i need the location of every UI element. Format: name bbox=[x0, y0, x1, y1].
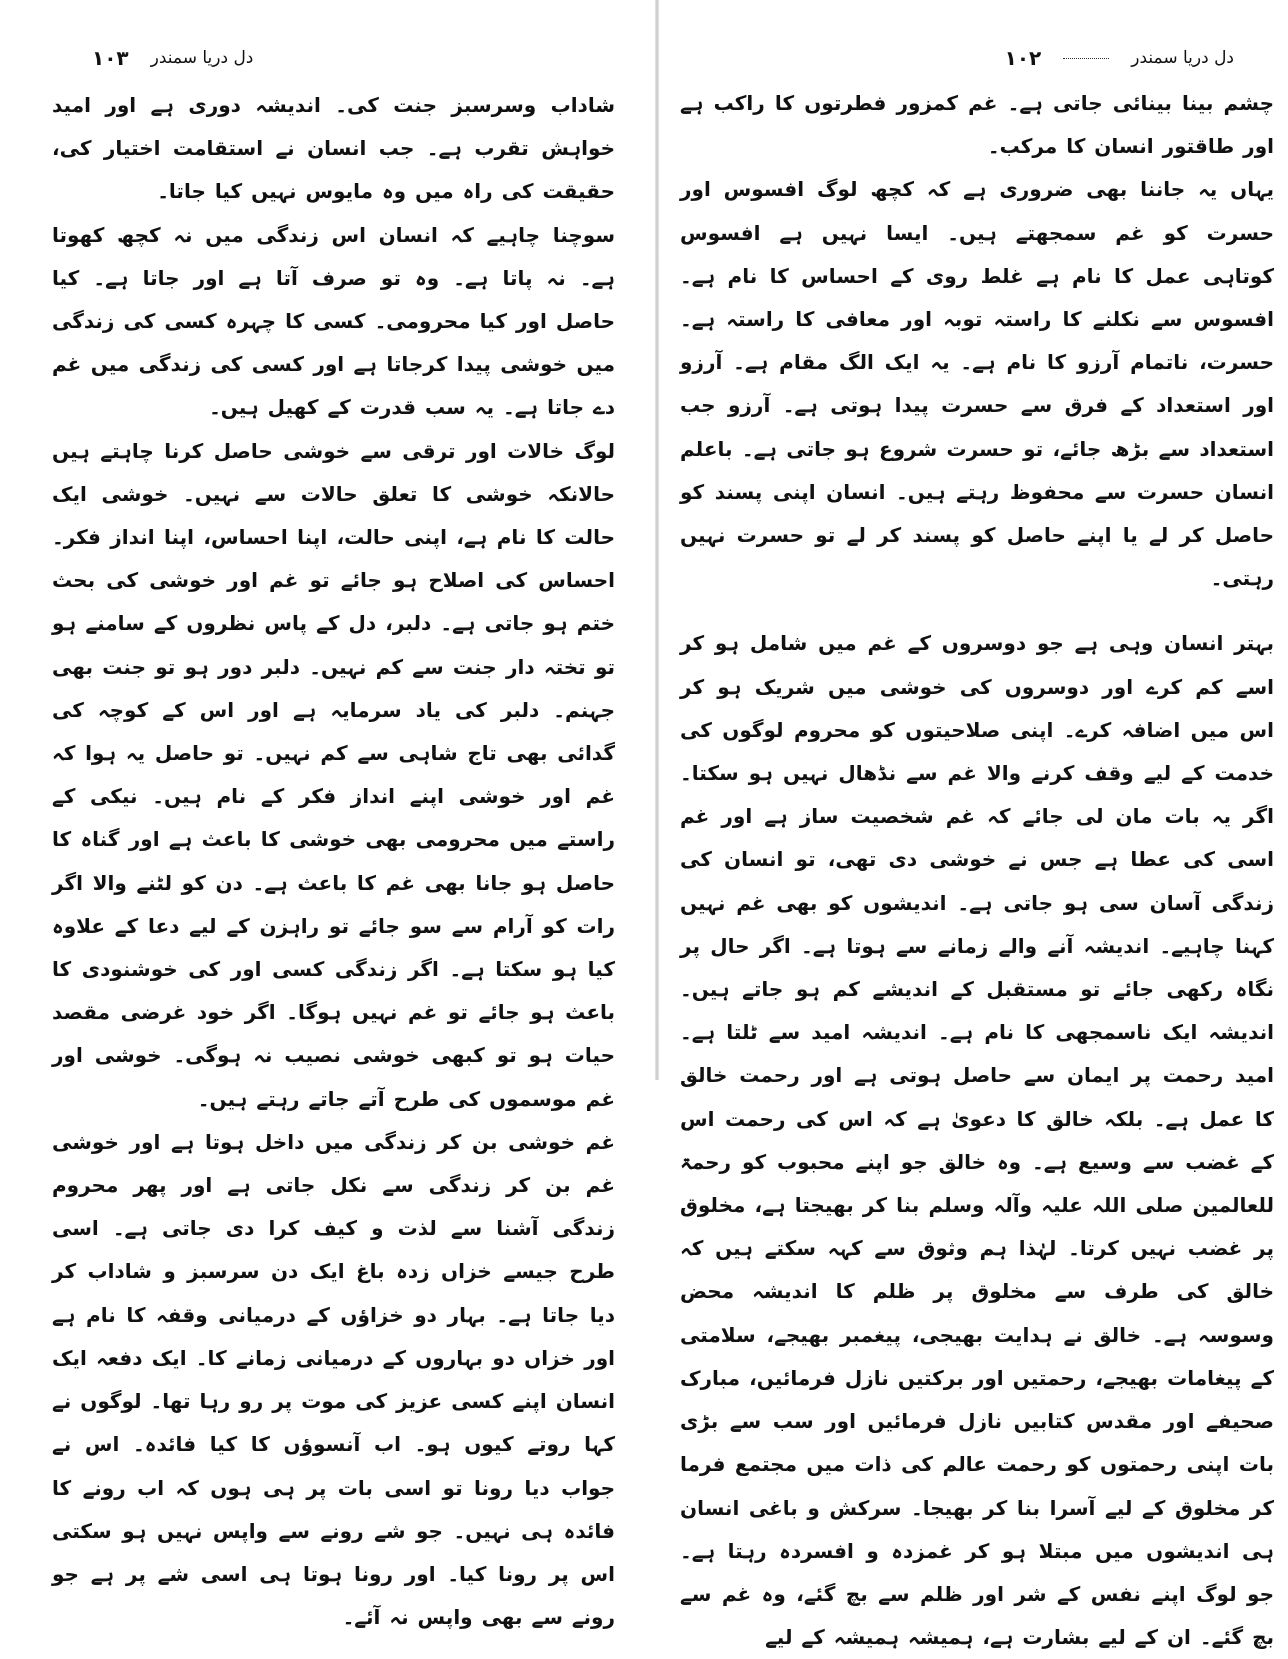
right-paragraph-1: چشم بینا بینائی جاتی ہے۔ غم کمزور فطرتوں کا راکب ہے اور طاقتور انسان کا مرکب۔ bbox=[680, 91, 1274, 159]
paragraph-gap bbox=[680, 600, 1274, 622]
left-running-head bbox=[52, 38, 615, 78]
left-paragraph-4: غم خوشی بن کر زندگی میں داخل ہوتا ہے اور خوشی غم بن کر زندگی سے نکل جاتی ہے اور پھر محروم زندگی آشنا سے لذت و کیف کرا دی جاتی ہے۔ اسی طرح جیسے خزاں زدہ باغ ایک دن سرسبز و شاداب کر دیا جاتا ہے۔ بہار دو خزاؤں کے درمیانی وقفہ کا نام ہے اور خزاں دو بہاروں کے درمیانی زمانے کا۔ ایک دفعہ ایک انسان اپنے کسی عزیز کی موت پر رو رہا تھا۔ لوگوں نے کہا روتے کیوں ہو۔ اب آنسوؤں کا کیا فائدہ۔ اس نے جواب دیا رونا تو اسی بات پر ہی ہوں کہ اب رونے کا فائدہ ہی نہیں۔ جو شے رونے سے واپس نہیں ہو سکتی اس پر رونا کیا۔ اور رونا ہوتا ہی اسی شے پر ہے جو رونے سے بھی واپس نہ آئے۔ bbox=[52, 1129, 615, 1630]
left-paragraph-1: شاداب وسرسبز جنت کی۔ اندیشہ دوری ہے اور امید خواہش تقرب ہے۔ جب انسان نے استقامت اختیار کی، حقیقت کی راہ میں وہ مایوس نہیں کیا جاتا۔ bbox=[52, 93, 615, 204]
right-page-body bbox=[680, 82, 1274, 1659]
right-running-title: دل دریا سمندر bbox=[1131, 48, 1234, 68]
left-page-number: ۱۰۳ bbox=[92, 46, 129, 70]
right-page bbox=[660, 0, 1288, 1650]
right-paragraph-2: یہاں یہ جاننا بھی ضروری ہے کہ کچھ لوگ افسوس اور حسرت کو غم سمجھتے ہیں۔ ایسا نہیں ہے افسوس کوتاہی عمل کا نام ہے غلط روی کے احساس کا نام ہے۔ افسوس سے نکلنے کا راستہ توبہ اور معافی کا راستہ ہے۔ حسرت، ناتمام آرزو کا نام ہے۔ یہ ایک الگ مقام ہے۔ آرزو اور استعداد کے فرق سے حسرت پیدا ہوتی ہے۔ آرزو جب استعداد سے بڑھ جائے، تو حسرت شروع ہو جاتی ہے۔ باعلم انسان حسرت سے محفوظ رہتے ہیں۔ انسان اپنی پسند کو حاصل کر لے یا اپنے حاصل کو پسند کر لے تو حسرت نہیں رہتی۔ bbox=[680, 177, 1274, 591]
running-head-dotted-rule bbox=[1063, 57, 1109, 59]
book-gutter bbox=[655, 0, 659, 1080]
left-page bbox=[0, 0, 655, 1630]
right-page-number: ۱۰۲ bbox=[1004, 46, 1042, 70]
right-paragraph-3: بہتر انسان وہی ہے جو دوسروں کے غم میں شامل ہو کر اسے کم کرے اور دوسروں کی خوشی میں شریک ہو کر اس میں اضافہ کرے۔ اپنی صلاحیتوں کو محروم لوگوں کی خدمت کے لیے وقف کرنے والا غم سے نڈھال نہیں ہو سکتا۔ اگر یہ بات مان لی جائے کہ غم شخصیت ساز ہے اور غم اسی کی عطا ہے جس نے خوشی دی تھی، تو انسان کی زندگی آسان سی ہو جاتی ہے۔ اندیشوں کو بھی غم نہیں کہنا چاہیے۔ اندیشہ آنے والے زمانے سے ہوتا ہے۔ اگر حال پر نگاہ رکھی جائے تو مستقبل کے اندیشے کم ہو جاتے ہیں۔ اندیشہ ایک ناسمجھی کا نام ہے۔ اندیشہ امید سے ٹلتا ہے۔ امید رحمت پر ایمان سے حاصل ہوتی ہے اور رحمت خالق کا عمل ہے۔ بلکہ خالق کا دعویٰ ہے کہ اس کی رحمت اس کے غضب سے وسیع ہے۔ وہ خالق جو اپنے محبوب کو رحمۃ للعالمین صلی اللہ علیہ وآلہ وسلم بنا کر بھیجتا ہے، مخلوق پر غضب نہیں کرتا۔ لہٰذا ہم وثوق سے کہہ سکتے ہیں کہ خالق کی طرف سے مخلوق پر ظلم کا اندیشہ محض وسوسہ ہے۔ خالق نے ہدایت بھیجی، پیغمبر بھیجے، سلامتی کے پیغامات بھیجے، رحمتیں اور برکتیں نازل فرمائیں، مبارک صحیفے اور مقدس کتابیں نازل فرمائیں اور سب سے بڑی بات اپنی رحمتوں کو رحمت عالم کی ذات میں مجتمع فرما کر مخلوق کے لیے آسرا بنا کر بھیجا۔ سرکش و باغی انسان ہی اندیشوں میں مبتلا ہو کر غمزدہ و افسردہ رہتا ہے۔ جو لوگ اپنے نفس کے شر اور ظلم سے بچ گئے، وہ غم سے بچ گئے۔ ان کے لیے بشارت ہے، ہمیشہ ہمیشہ کے لیے bbox=[680, 631, 1274, 1650]
left-running-title: دل دریا سمندر bbox=[150, 48, 254, 68]
left-paragraph-2: سوچنا چاہیے کہ انسان اس زندگی میں نہ کچھ کھوتا ہے۔ نہ پاتا ہے۔ وہ تو صرف آتا ہے اور جاتا ہے۔ کیا حاصل اور کیا محرومی۔ کسی کا چہرہ کسی کی زندگی میں خوشی پیدا کرجاتا ہے اور کسی کی زندگی میں غم دے جاتا ہے۔ یہ سب قدرت کے کھیل ہیں۔ bbox=[52, 222, 615, 420]
left-page-body bbox=[52, 84, 615, 1639]
right-running-head bbox=[680, 38, 1274, 78]
left-paragraph-3: لوگ خالات اور ترقی سے خوشی حاصل کرنا چاہتے ہیں حالانکہ خوشی کا تعلق حالات سے نہیں۔ خوشی ایک حالت کا نام ہے، اپنی حالت، اپنا احساس، اپنا انداز فکر۔ احساس کی اصلاح ہو جائے تو غم اور خوشی کی بحث ختم ہو جاتی ہے۔ دلبر، دل کے پاس نظروں کے سامنے ہو تو تختہ دار جنت سے کم نہیں۔ دلبر دور ہو تو جنت بھی جہنم۔ دلبر کی یاد سرمایہ ہے اور اس کے کوچہ کی گدائی بھی تاج شاہی سے کم نہیں۔ تو حاصل یہ ہوا کہ غم اور خوشی اپنے انداز فکر کے نام ہیں۔ نیکی کے راستے میں محرومی بھی خوشی کا باعث ہے اور گناہ کا حاصل ہو جانا بھی غم کا باعث ہے۔ دن کو لٹنے والا اگر رات کو آرام سے سو جائے تو راہزن کے لیے دعا کے علاوہ کیا ہو سکتا ہے۔ اگر زندگی کسی اور کی خوشنودی کا باعث ہو جائے تو غم نہیں ہوگا۔ اگر خود غرضی مقصد حیات ہو تو کبھی خوشی نصیب نہ ہوگی۔ خوشی اور غم موسموں کی طرح آتے جاتے رہتے ہیں۔ bbox=[52, 438, 615, 1111]
